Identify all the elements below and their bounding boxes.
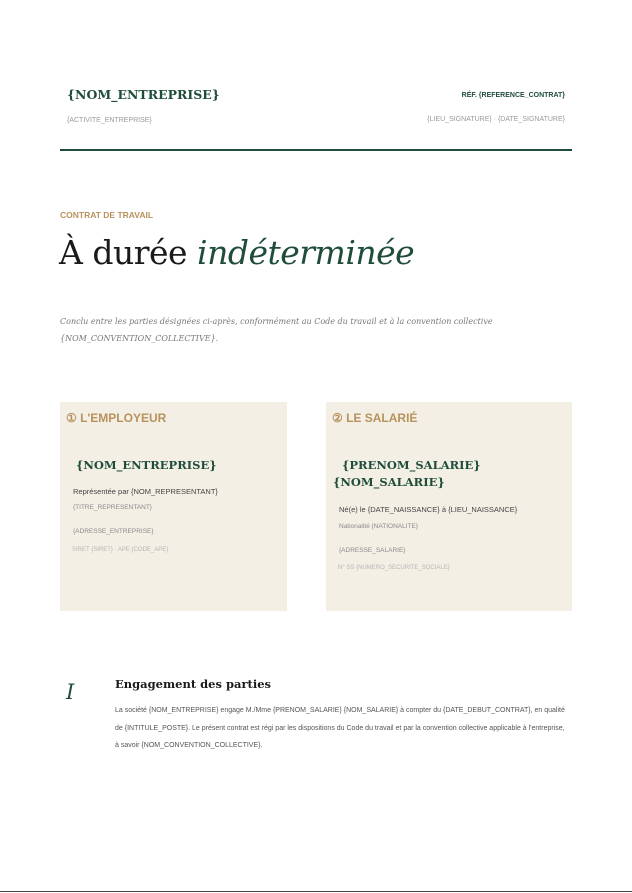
- employer-address: {ADRESSE_ENTREPRISE}: [73, 528, 154, 535]
- section-heading: Engagement des parties: [115, 677, 271, 691]
- document-intro: Conclu entre les parties désignées ci-après, conformément au Code du travail et à la convention collective {NOM_CONVENTION_COLLECTIVE}.: [60, 317, 493, 343]
- employee-nationality: Nationalité {NATIONALITE}: [339, 523, 418, 530]
- document-kicker: CONTRAT DE TRAVAIL: [60, 210, 154, 220]
- header-company-name: {NOM_ENTREPRISE}: [67, 87, 220, 102]
- employer-siret: SIRET {SIRET} · APE {CODE_APE}: [72, 547, 169, 553]
- employer-heading: ① L'EMPLOYEUR: [66, 411, 167, 425]
- document-title-accent: indéterminée: [197, 233, 415, 272]
- employer-name: {NOM_ENTREPRISE}: [76, 458, 217, 472]
- document-title: [59, 230, 414, 276]
- employee-heading: ② LE SALARIÉ: [332, 411, 418, 425]
- section-body: La société {NOM_ENTREPRISE} engage M./Mme {PRENOM_SALARIE} {NOM_SALARIE} à compter du {DATE_DEBUT_CONTRAT}, en qualité de {INTITULE_POSTE}. Le présent contrat est régi par les dispositions du Code du travail et par la convention collective applicable à l'entreprise, à savoir {NOM_CONVENTION_COLLECTIVE}.: [115, 707, 565, 749]
- contract-reference: RÉF. {REFERENCE_CONTRAT}: [461, 92, 565, 99]
- employer-representative: Représentée par {NOM_REPRESENTANT}: [73, 487, 218, 496]
- employee-first-name: {PRENOM_SALARIE}: [342, 458, 481, 472]
- employer-card: [60, 402, 287, 611]
- section-numeral: I: [66, 680, 75, 704]
- employee-address: {ADRESSE_SALARIE}: [339, 547, 406, 554]
- employee-card: [326, 402, 572, 611]
- employee-birth: Né(e) le {DATE_NAISSANCE} à {LIEU_NAISSANCE}: [339, 505, 518, 514]
- page-bottom-edge: [0, 891, 632, 892]
- header-company-activity: {ACTIVITE_ENTREPRISE}: [67, 117, 152, 124]
- employee-last-name: {NOM_SALARIE}: [333, 475, 445, 489]
- employer-representative-title: {TITRE_REPRESENTANT}: [73, 504, 152, 511]
- header-divider: [60, 149, 572, 151]
- document-title-main: À durée: [59, 233, 198, 272]
- employee-ss-number: N° SS {NUMERO_SECURITE_SOCIALE}: [338, 565, 450, 571]
- signature-place-date: {LIEU_SIGNATURE} · {DATE_SIGNATURE}: [427, 116, 565, 123]
